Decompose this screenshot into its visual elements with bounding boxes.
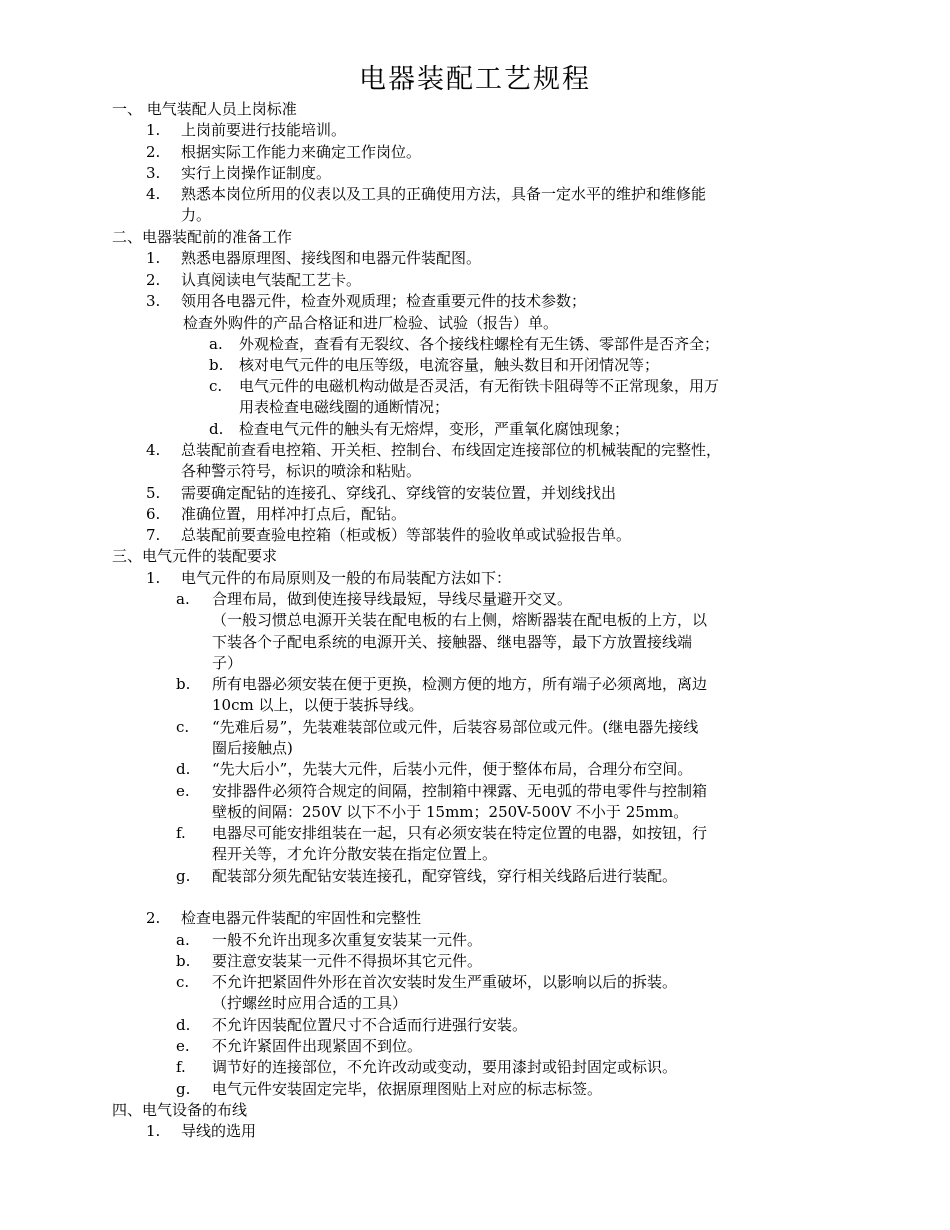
sub-item-g (176, 866, 677, 887)
item-continuation: 各种警示符号，标识的喷涂和粘贴。 (181, 462, 422, 480)
sub-item-continuation: 10cm 以上，以便于装拆导线。 (212, 696, 424, 714)
section-1-heading: 一、 电气装配人员上岗标准 (112, 100, 297, 118)
item-number: 7. (146, 526, 161, 544)
section-2-item-1 (146, 248, 481, 269)
sub-item-mark: b. (176, 675, 191, 693)
section-2-item-4 (146, 440, 721, 461)
section-1-item-3 (146, 163, 331, 184)
section-4-item-1 (146, 1121, 256, 1142)
item-number: 1. (146, 1122, 161, 1140)
sub-item-c (176, 717, 698, 738)
sub-item-b (176, 951, 482, 972)
sub-item-b (176, 674, 707, 695)
sub-item-continuation: （一般习惯总电源开关装在配电板的右上侧，熔断器装在配电板的上方，以 (212, 611, 708, 629)
section-1-item-4 (146, 184, 706, 205)
sub-item-f (176, 823, 707, 844)
sub-item-text: 外观检查，查看有无裂纹、各个接线柱螺栓有无生锈、零部件是否齐全； (239, 335, 720, 353)
section-3-item-1 (146, 568, 511, 589)
sub-item-d (176, 1015, 527, 1036)
sub-item-e (176, 1036, 422, 1057)
sub-item-a (176, 930, 482, 951)
item-continuation: 检查外购件的产品合格证和进厂检验、试验（报告）单。 (183, 314, 559, 332)
item-text: 总装配前要查验电控箱（柜或板）等部装件的验收单或试验报告单。 (181, 526, 632, 544)
item-number: 1. (146, 249, 161, 267)
sub-item-d (176, 759, 692, 780)
sub-item-mark: a. (176, 590, 190, 608)
section-1-item-2 (146, 142, 421, 163)
sub-item-text: 检查电气元件的触头有无熔焊，变形，严重氧化腐蚀现象； (239, 420, 630, 438)
sub-item-text: 电气元件的电磁机构动做是否灵活，有无衔铁卡阻碍等不正常现象，用万 (239, 377, 720, 395)
item-text: 总装配前查看电控箱、开关柜、控制台、布线固定连接部位的机械装配的完整性， (181, 441, 722, 459)
sub-item-e (176, 781, 707, 802)
sub-item-mark: f. (176, 1058, 186, 1076)
document-title: 电器装配工艺规程 (359, 64, 591, 95)
sub-item-mark: d. (176, 760, 191, 778)
sub-item-mark: c. (176, 973, 190, 991)
sub-item-mark: g. (176, 867, 191, 885)
sub-item-continuation: 壁板的间隔：250V 以下不小于 15mm；250V-500V 不小于 25mm。 (212, 803, 689, 821)
item-number: 1. (146, 569, 161, 587)
sub-item-continuation: 子） (212, 654, 243, 672)
sub-item-continuation: 下装各个子配电系统的电源开关、接触器、继电器等，最下方放置接线端 (212, 633, 693, 651)
item-number: 4. (146, 441, 161, 459)
item-text: 需要确定配钻的连接孔、穿线孔、穿线管的安装位置，并划线找出 (181, 484, 617, 502)
item-text: 导线的选用 (181, 1122, 257, 1140)
item-text: 熟悉电器原理图、接线图和电器元件装配图。 (181, 249, 482, 267)
section-1-item-1 (146, 120, 346, 141)
sub-item-mark: a. (176, 931, 190, 949)
section-2-item-7 (146, 525, 631, 546)
sub-item-mark: b. (176, 952, 191, 970)
item-text: 实行上岗操作证制度。 (181, 164, 332, 182)
sub-item-text: 安排器件必须符合规定的间隔，控制箱中裸露、无电弧的带电零件与控制箱 (212, 782, 708, 800)
sub-item-c (176, 972, 677, 993)
item-number: 5. (146, 484, 161, 502)
sub-item-mark: e. (176, 782, 190, 800)
item-number: 2. (146, 143, 161, 161)
sub-item-mark: c. (209, 377, 223, 395)
section-2-heading: 二、电器装配前的准备工作 (112, 228, 293, 246)
sub-item-mark: d. (176, 1016, 191, 1034)
sub-item-text: “先大后小”，先装大元件，后装小元件，便于整体布局，合理分布空间。 (212, 760, 693, 778)
sub-item-f (176, 1057, 677, 1078)
item-text: 根据实际工作能力来确定工作岗位。 (181, 143, 422, 161)
item-text: 领用各电器元件，检查外观质理；检查重要元件的技术参数； (181, 292, 587, 310)
sub-item-text: 一般不允许出现多次重复安装某一元件。 (212, 931, 483, 949)
sub-item-text: 电气元件安装固定完毕，依据原理图贴上对应的标志标签。 (212, 1080, 603, 1098)
sub-item-a (176, 589, 572, 610)
item-number: 2. (146, 909, 161, 927)
sub-item-text: 所有电器必须安装在便于更换，检测方便的地方，所有端子必须离地，离边 (212, 675, 708, 693)
item-number: 4. (146, 185, 161, 203)
sub-item-continuation: 圈后接触点) (212, 739, 293, 757)
item-text: 电气元件的布局原则及一般的布局装配方法如下： (181, 569, 512, 587)
section-2-item-3 (146, 291, 586, 312)
sub-item-continuation: 程开关等，才允许分散安装在指定位置上。 (212, 845, 498, 863)
section-3-heading: 三、电气元件的装配要求 (112, 547, 278, 565)
sub-item-b (209, 355, 659, 376)
sub-item-mark: a. (209, 335, 223, 353)
item-text: 认真阅读电气装配工艺卡。 (181, 271, 362, 289)
sub-item-g (176, 1079, 602, 1100)
sub-item-text: 不允许因装配位置尺寸不合适而行进强行安装。 (212, 1016, 528, 1034)
sub-item-text: 不允许紧固件出现紧固不到位。 (212, 1037, 423, 1055)
sub-item-mark: f. (176, 824, 186, 842)
section-4-heading: 四、电气设备的布线 (112, 1101, 248, 1119)
sub-item-d (209, 419, 629, 440)
section-2-item-2 (146, 270, 361, 291)
sub-item-mark: b. (209, 356, 224, 374)
sub-item-text: 核对电气元件的电压等级，电流容量，触头数目和开闭情况等； (239, 356, 660, 374)
sub-item-text: 配装部分须先配钻安装连接孔，配穿管线，穿行相关线路后进行装配。 (212, 867, 678, 885)
item-number: 2. (146, 271, 161, 289)
section-2-item-6 (146, 504, 406, 525)
sub-item-text: 合理布局，做到使连接导线最短，导线尽量避开交叉。 (212, 590, 573, 608)
sub-item-text: 调节好的连接部位，不允许改动或变动，要用漆封或铅封固定或标识。 (212, 1058, 678, 1076)
sub-item-text: 电器尽可能安排组装在一起，只有必须安装在特定位置的电器，如按钮，行 (212, 824, 708, 842)
item-number: 6. (146, 505, 161, 523)
item-text: 准确位置，用样冲打点后，配钻。 (181, 505, 407, 523)
sub-item-continuation: （拧螺丝时应用合适的工具） (212, 994, 408, 1012)
item-number: 3. (146, 164, 161, 182)
section-3-item-2 (146, 908, 421, 929)
item-text: 熟悉本岗位所用的仪表以及工具的正确使用方法，具备一定水平的维护和维修能 (181, 185, 707, 203)
sub-item-c (209, 376, 719, 397)
item-continuation: 力。 (181, 206, 212, 224)
sub-item-text: 不允许把紧固件外形在首次安装时发生严重破坏，以影响以后的拆装。 (212, 973, 678, 991)
sub-item-text: “先难后易”，先装难装部位或元件，后装容易部位或元件。(继电器先接线 (212, 718, 699, 736)
item-number: 1. (146, 121, 161, 139)
sub-item-mark: d. (209, 420, 224, 438)
item-number: 3. (146, 292, 161, 310)
sub-item-mark: c. (176, 718, 190, 736)
sub-item-mark: g. (176, 1080, 191, 1098)
section-2-item-5 (146, 483, 616, 504)
sub-item-text: 要注意安装某一元件不得损坏其它元件。 (212, 952, 483, 970)
sub-item-continuation: 用表检查电磁线圈的通断情况； (239, 398, 450, 416)
item-text: 上岗前要进行技能培训。 (181, 121, 347, 139)
sub-item-mark: e. (176, 1037, 190, 1055)
sub-item-a (209, 334, 719, 355)
item-text: 检查电器元件装配的牢固性和完整性 (181, 909, 422, 927)
